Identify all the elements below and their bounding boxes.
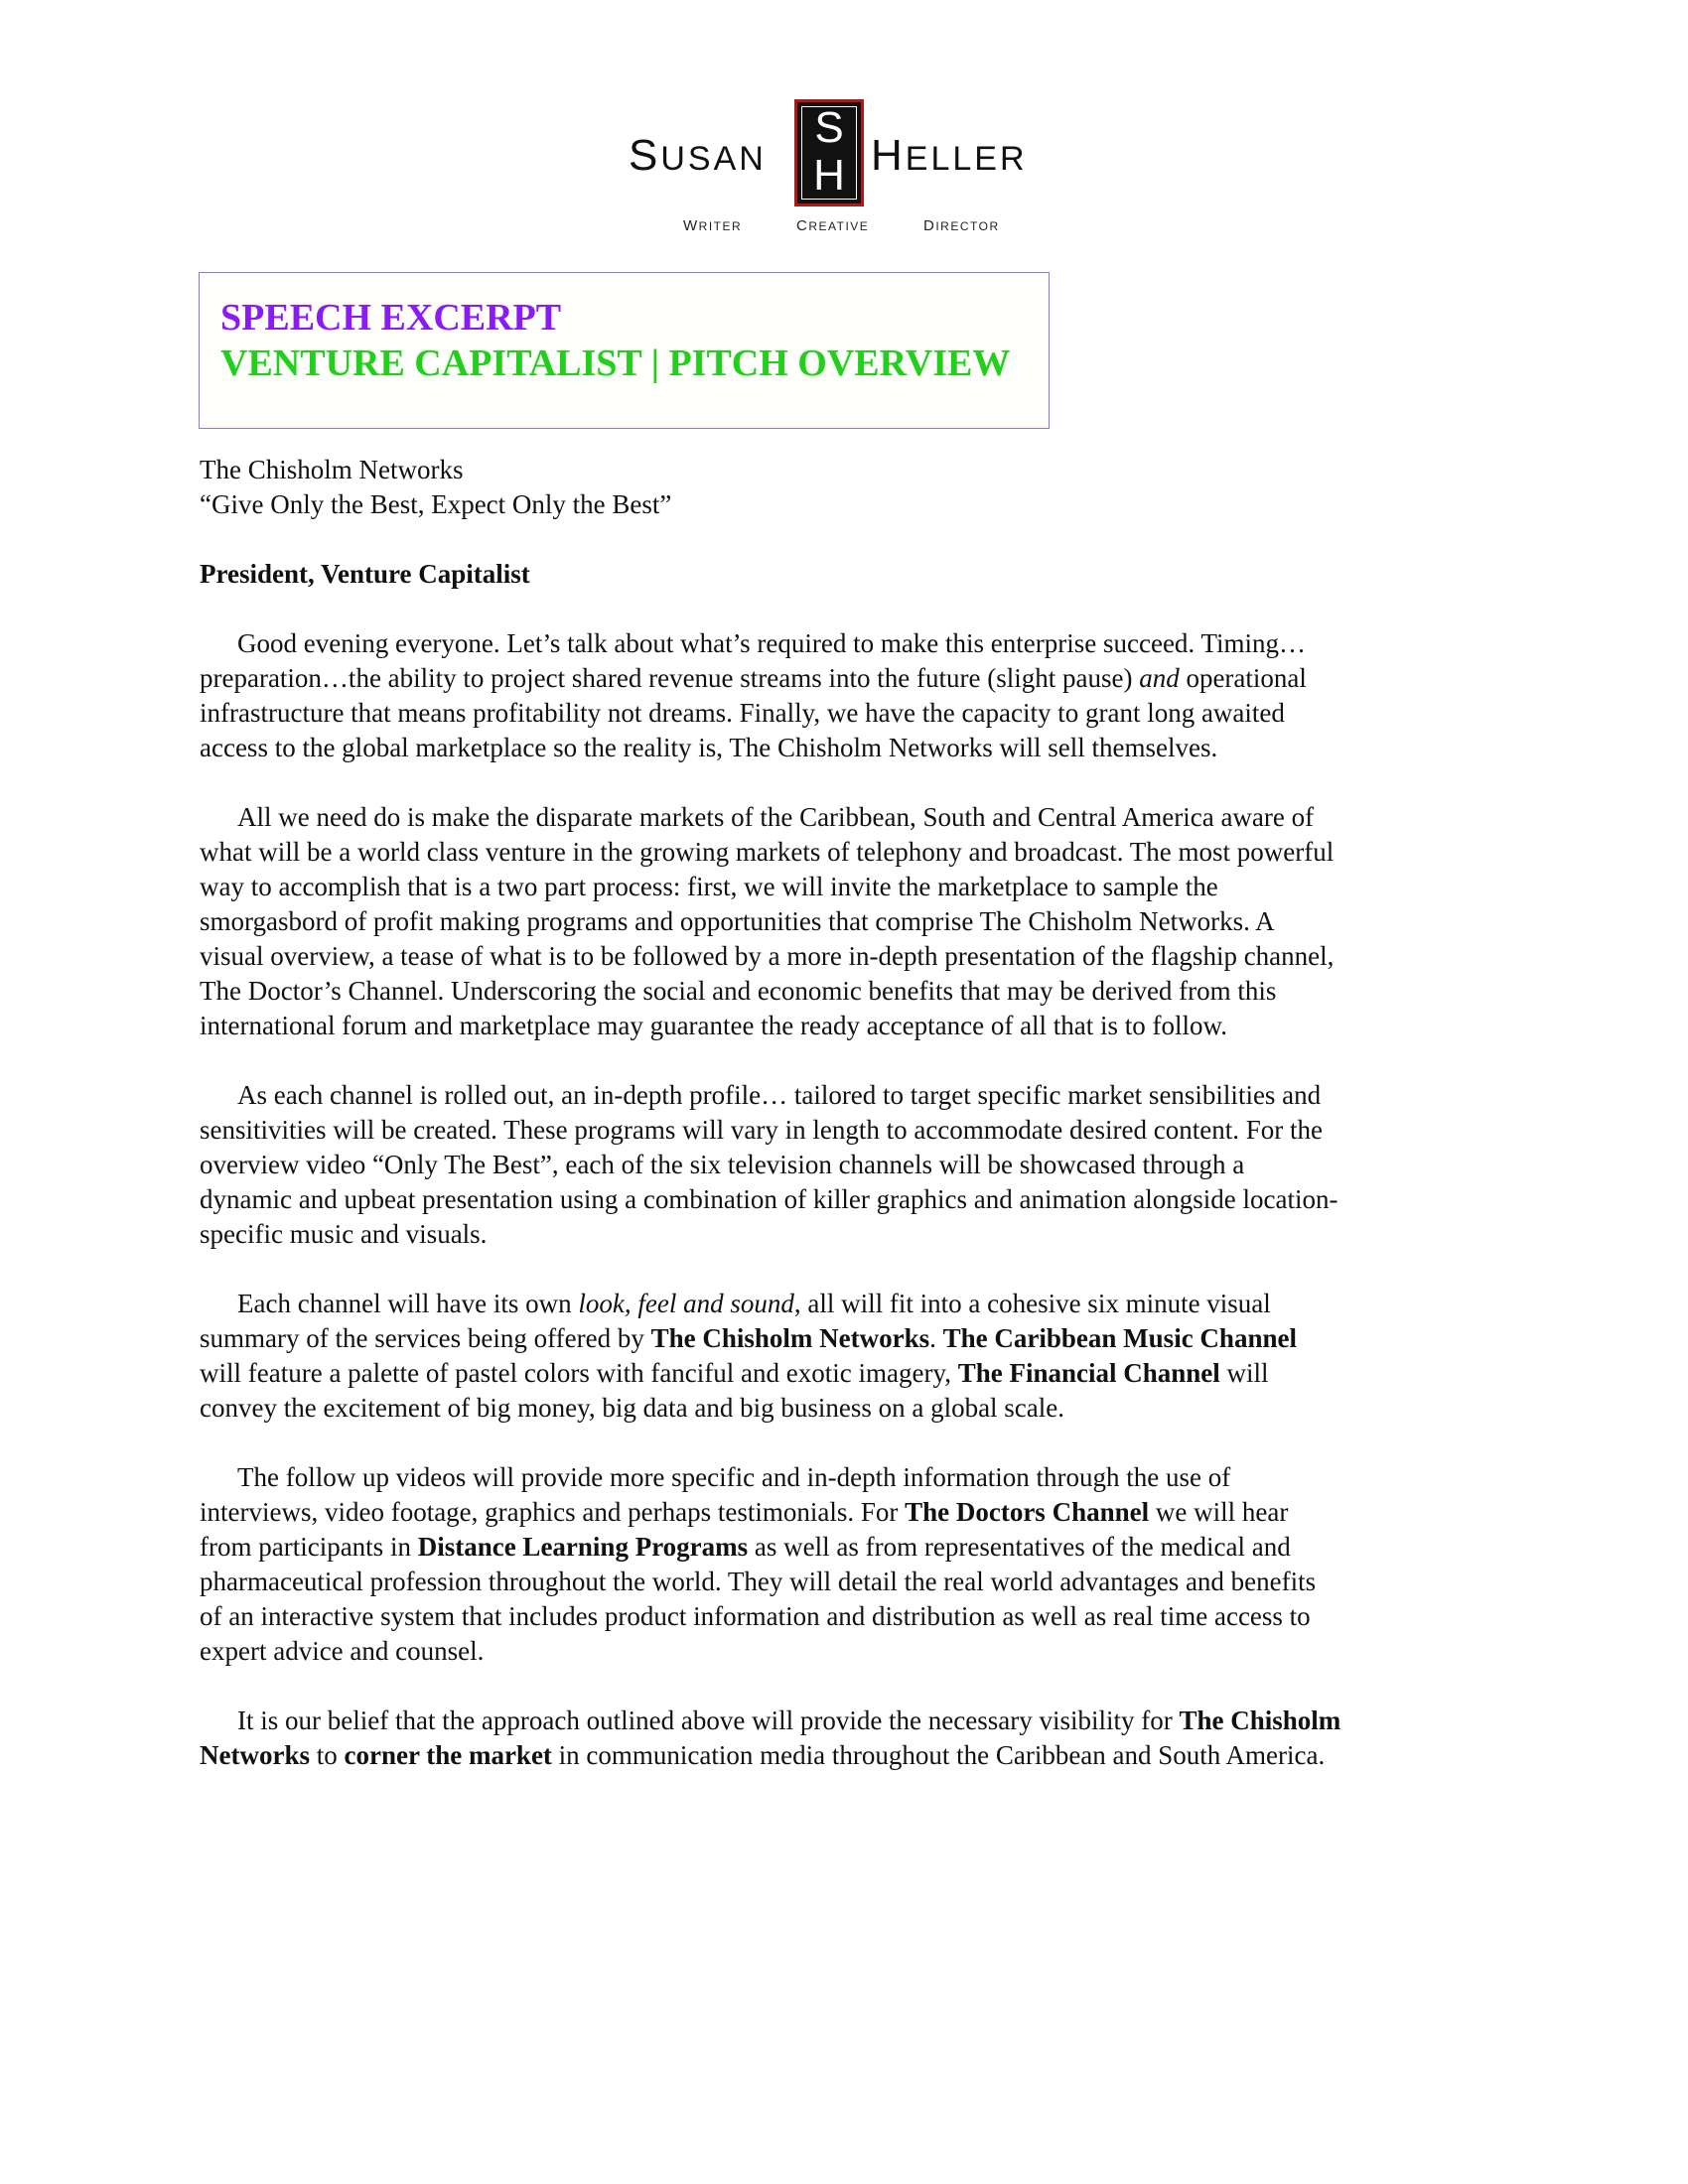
paragraph-line — [200, 731, 1490, 765]
text-run: smorgasbord of profit making programs and opportunities that comprise The Chisholm Networks. A — [200, 906, 1275, 936]
company-tagline: “Give Only the Best, Expect Only the Best” — [200, 489, 672, 519]
letterhead-role-writer: WRITER — [683, 217, 743, 234]
paragraph-line — [200, 1634, 1490, 1669]
text-run: will — [1219, 1358, 1269, 1388]
speech-paragraph — [200, 800, 1490, 1043]
paragraph-line — [200, 1599, 1490, 1634]
text-run: way to accomplish that is a two part process: first, we will invite the marketplace to sample the — [200, 872, 1218, 901]
text-run: All we need do is make the disparate markets of the Caribbean, South and Central America aware of — [237, 802, 1315, 832]
company-name: The Chisholm Networks — [200, 455, 464, 484]
paragraph-line — [200, 696, 1490, 731]
paragraph-line — [200, 661, 1490, 696]
paragraph-line — [200, 974, 1490, 1009]
text-run: access to the global marketplace so the reality is, The Chisholm Networks will sell themselves. — [200, 733, 1218, 762]
text-run: pharmaceutical profession throughout the world. They will detail the real world advantages and benefits — [200, 1567, 1317, 1596]
letterhead — [0, 94, 1688, 243]
speech-paragraph — [200, 626, 1490, 765]
text-run: from participants in — [200, 1532, 418, 1562]
paragraph-line — [200, 800, 1490, 835]
speech-paragraph — [200, 1078, 1490, 1252]
paragraph-line — [200, 1391, 1490, 1426]
paragraph-line — [200, 1182, 1490, 1217]
paragraph-line — [200, 1078, 1490, 1113]
paragraph-line — [200, 626, 1490, 661]
text-run: . — [929, 1323, 943, 1353]
speaker-heading: President, Venture Capitalist — [200, 559, 530, 589]
text-run: preparation…the ability to project shared revenue streams into the future (slight pause) — [200, 663, 1140, 693]
bold-text: Networks — [200, 1740, 310, 1770]
sh-monogram-logo — [794, 99, 864, 206]
paragraph-line — [200, 904, 1490, 939]
text-run: expert advice and counsel. — [200, 1636, 485, 1666]
text-run: summary of the services being offered by — [200, 1323, 651, 1353]
paragraph-line — [200, 1321, 1490, 1356]
italic-text: and — [1139, 663, 1180, 693]
text-run: The Doctor’s Channel. Underscoring the social and economic benefits that may be derived from this — [200, 976, 1277, 1006]
bold-text: The Chisholm — [1179, 1706, 1341, 1735]
letterhead-first-name: SUSAN — [629, 131, 767, 180]
document-body — [200, 453, 1490, 1808]
monogram-letter-bottom: H — [813, 151, 845, 200]
bold-text: Distance Learning Programs — [417, 1532, 749, 1562]
text-run: infrastructure that means profitability not dreams. Finally, we have the capacity to grant long awaited — [200, 698, 1285, 728]
paragraph-line — [200, 1704, 1490, 1738]
letterhead-role-director: DIRECTOR — [923, 217, 1000, 234]
bold-text: The Financial Channel — [957, 1358, 1220, 1388]
paragraph-line — [200, 1287, 1490, 1321]
speech-paragraphs — [200, 626, 1490, 1773]
speech-paragraph — [200, 1460, 1490, 1669]
paragraph-line — [200, 835, 1490, 870]
paragraph-line — [200, 1113, 1490, 1148]
text-run: sensitivities will be created. These programs will vary in length to accommodate desired content. For the — [200, 1115, 1323, 1145]
text-run: to — [309, 1740, 345, 1770]
text-run: Each channel will have its own — [237, 1289, 579, 1318]
text-run: Good evening everyone. Let’s talk about what’s required to make this enterprise succeed. Timing… — [237, 628, 1306, 658]
paragraph-line — [200, 1356, 1490, 1391]
text-run: we will hear — [1149, 1497, 1289, 1527]
document-title: SPEECH EXCERPT — [220, 297, 562, 339]
paragraph-line — [200, 939, 1490, 974]
text-run: As each channel is rolled out, an in-depth profile… tailored to target specific market sensibilities and — [237, 1080, 1322, 1110]
text-run: as well as from representatives of the medical and — [748, 1532, 1291, 1562]
text-run: of an interactive system that includes product information and distribution as well as real time access to — [200, 1601, 1311, 1631]
paragraph-line — [200, 1738, 1490, 1773]
text-run: , all will fit into a cohesive six minute visual — [793, 1289, 1271, 1318]
text-run: dynamic and upbeat presentation using a combination of killer graphics and animation alongside location- — [200, 1184, 1338, 1214]
letterhead-role-creative: CREATIVE — [796, 217, 870, 234]
text-run: what will be a world class venture in the growing markets of telephony and broadcast. The most powerful — [200, 837, 1335, 867]
letterhead-last-name: HELLER — [871, 131, 1028, 180]
document-subtitle: VENTURE CAPITALIST | PITCH OVERVIEW — [220, 342, 1011, 384]
bold-text: The Chisholm Networks — [650, 1323, 930, 1353]
text-run: international forum and marketplace may guarantee the ready acceptance of all that is to follow. — [200, 1011, 1228, 1040]
text-run: convey the excitement of big money, big data and big business on a global scale. — [200, 1393, 1065, 1423]
paragraph-line — [200, 1148, 1490, 1182]
text-run: The follow up videos will provide more specific and in-depth information through the use of — [237, 1462, 1231, 1492]
paragraph-line — [200, 1009, 1490, 1043]
speech-paragraph — [200, 1704, 1490, 1773]
title-box — [199, 272, 1050, 429]
text-run: It is our belief that the approach outlined above will provide the necessary visibility for — [237, 1706, 1180, 1735]
paragraph-line — [200, 1530, 1490, 1565]
paragraph-line — [200, 1217, 1490, 1252]
text-run: interviews, video footage, graphics and perhaps testimonials. For — [200, 1497, 906, 1527]
bold-text: The Doctors Channel — [905, 1497, 1150, 1527]
paragraph-line — [200, 1460, 1490, 1495]
bold-text: corner the market — [344, 1740, 552, 1770]
bold-text: The Caribbean Music Channel — [942, 1323, 1297, 1353]
text-run: visual overview, a tease of what is to be followed by a more in-depth presentation of the flagship channel, — [200, 941, 1335, 971]
text-run: in communication media throughout the Caribbean and South America. — [551, 1740, 1326, 1770]
text-run: will feature a palette of pastel colors with fanciful and exotic imagery, — [200, 1358, 958, 1388]
text-run: operational — [1179, 663, 1307, 693]
paragraph-line — [200, 1565, 1490, 1599]
monogram-letter-top: S — [814, 103, 844, 152]
text-run: specific music and visuals. — [200, 1219, 488, 1249]
italic-text: look, feel and sound — [578, 1289, 794, 1318]
paragraph-line — [200, 1495, 1490, 1530]
speech-paragraph — [200, 1287, 1490, 1426]
text-run: overview video “Only The Best”, each of the six television channels will be showcased through a — [200, 1150, 1245, 1179]
paragraph-line — [200, 870, 1490, 904]
